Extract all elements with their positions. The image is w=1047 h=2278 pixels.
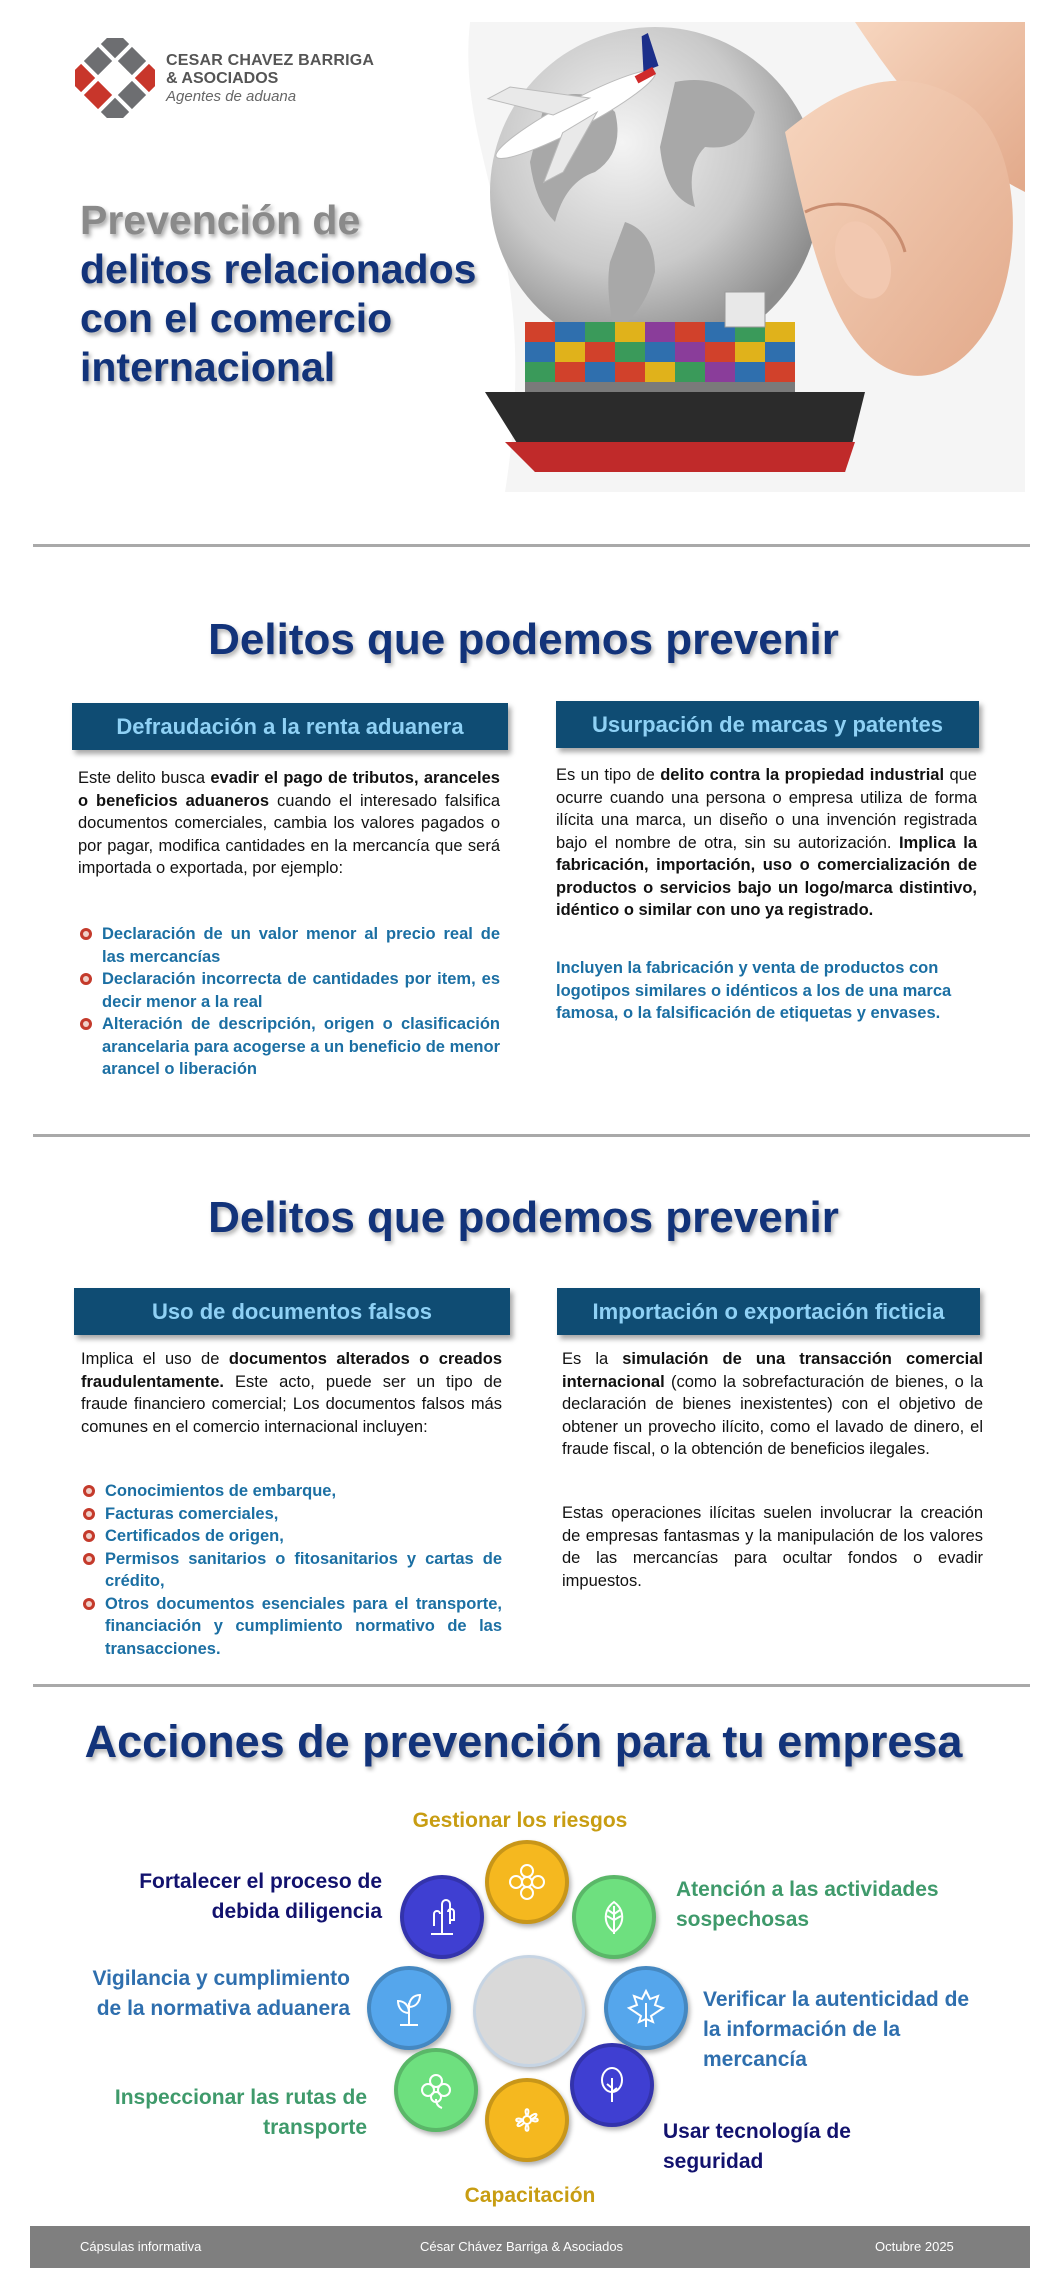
- cactus-icon: [421, 1896, 463, 1938]
- list-item: Alteración de descripción, origen o clasificación arancelaria para acogerse a un beneficio de menor arancel o liberación: [78, 1013, 500, 1081]
- company-logo: [75, 38, 155, 118]
- verify-circle: [604, 1966, 688, 2050]
- section2-title: Delitos que podemos prevenir: [208, 1193, 839, 1242]
- bullet-icon: [80, 1018, 92, 1030]
- list-item: Certificados de origen,: [81, 1525, 502, 1548]
- technology-circle: [570, 2043, 654, 2127]
- diligence-circle: [400, 1875, 484, 1959]
- divider: [33, 544, 1030, 547]
- importacion-paragraph: Es la simulación de una transacción comercial internacional (como la sobrefacturación de bienes, o la declaración de bienes inexistentes) con el objetivo de obtener un provecho ilícito, como el lavado de dinero, el fraude fiscal, o la obtención de beneficios ilegales.: [562, 1350, 983, 1458]
- surveillance-circle: [367, 1966, 451, 2050]
- list-item: Otros documentos esenciales para el transporte, financiación y cumplimiento normativo de las transacciones.: [81, 1593, 502, 1661]
- footer-right: Octubre 2025: [875, 2239, 954, 2254]
- firm-name-line2: & ASOCIADOS: [166, 70, 279, 87]
- list-item: Declaración incorrecta de cantidades por item, es decir menor a la real: [78, 968, 500, 1013]
- documentos-paragraph: Implica el uso de documentos alterados o creados fraudulentamente. Este acto, puede ser un tipo de fraude financiero comercial; Los documentos falsos más comunes en el comercio internacional incluyen:: [81, 1350, 502, 1436]
- hero-title-line3: con el comercio: [80, 295, 393, 341]
- footer: [30, 2226, 1030, 2268]
- list-item: Permisos sanitarios o fitosanitarios y cartas de crédito,: [81, 1548, 502, 1593]
- action-fortalecer: Fortalecer el proceso de debida diligencia: [139, 1870, 382, 1923]
- clover-icon: [415, 2069, 457, 2111]
- action-gestionar-riesgos: Gestionar los riesgos: [412, 1809, 628, 1832]
- list-item: Conocimientos de embarque,: [81, 1480, 502, 1503]
- documentos-list: [81, 1480, 502, 1660]
- maple-leaf-icon: [625, 1987, 667, 2029]
- hero-title-line1: Prevención de: [80, 197, 361, 243]
- hero-title: [80, 196, 500, 392]
- training-circle: [485, 2078, 569, 2162]
- leaf-icon: [593, 1896, 635, 1938]
- blossom-icon: [506, 2099, 548, 2141]
- plant-icon: [388, 1987, 430, 2029]
- center-circle: [473, 1955, 585, 2067]
- routes-circle: [394, 2048, 478, 2132]
- action-capacitacion: Capacitación: [464, 2184, 596, 2207]
- action-verificar: Verificar la autenticidad de la información de la mercancía: [703, 1988, 970, 2071]
- tree-icon: [591, 2064, 633, 2106]
- banner-importacion-ficticia: Importación o exportación ficticia: [557, 1288, 980, 1335]
- banner-defraudacion: Defraudación a la renta aduanera: [72, 703, 508, 750]
- banner-documentos-falsos: Uso de documentos falsos: [74, 1288, 510, 1335]
- bullet-icon: [80, 973, 92, 985]
- action-tecnologia: Usar tecnología de seguridad: [663, 2120, 851, 2173]
- defraudacion-paragraph: Este delito busca evadir el pago de tributos, aranceles o beneficios aduaneros cuando el interesado falsifica documentos comerciales, cambia los valores pagados o por pagar, modifica cantidades en la mercancía que será importada o exportada, por ejemplo:: [78, 769, 501, 877]
- flower-icon: [506, 1861, 548, 1903]
- list-item: Facturas comerciales,: [81, 1503, 502, 1526]
- banner-usurpacion: Usurpación de marcas y patentes: [556, 701, 979, 748]
- firm-tagline: Agentes de aduana: [166, 88, 297, 105]
- bullet-icon: [83, 1530, 95, 1542]
- risk-circle: [485, 1840, 569, 1924]
- firm-name-line1: CESAR CHAVEZ BARRIGA: [166, 52, 375, 69]
- suspicious-circle: [572, 1875, 656, 1959]
- action-vigilancia: Vigilancia y cumplimiento de la normativa aduanera: [92, 1967, 350, 2020]
- bullet-icon: [83, 1553, 95, 1565]
- action-inspeccionar: Inspeccionar las rutas de transporte: [114, 2086, 367, 2139]
- footer-left: Cápsulas informativa: [80, 2239, 202, 2254]
- bullet-icon: [83, 1485, 95, 1497]
- defraudacion-list: [78, 923, 500, 1081]
- hero-image-globe-ship-hand: [425, 22, 1025, 492]
- divider: [33, 1134, 1030, 1137]
- hero-title-line2: delitos relacionados: [80, 246, 477, 292]
- logo-text: [166, 52, 374, 106]
- list-item: Declaración de un valor menor al precio real de las mercancías: [78, 923, 500, 968]
- hero-title-line4: internacional: [80, 344, 336, 390]
- usurpacion-paragraph: Es un tipo de delito contra la propiedad industrial que ocurre cuando una persona o empresa utiliza de forma ilícita una marca, un diseño o una invención registrada bajo el nombre de otra, sin su autorización. Implica la fabricación, importación, uso o comercialización de productos o servicios bajo un logo/marca distintivo, idéntico o similar con uno ya registrado.: [556, 766, 977, 919]
- bullet-icon: [83, 1508, 95, 1520]
- action-atencion: Atención a las actividades sospechosas: [676, 1878, 939, 1931]
- divider: [33, 1684, 1030, 1687]
- bullet-icon: [83, 1598, 95, 1610]
- usurpacion-note: Incluyen la fabricación y venta de productos con logotipos similares o idénticos a los de una marca famosa, o la falsificación de etiquetas y envases.: [556, 959, 952, 1022]
- importacion-paragraph-2: Estas operaciones ilícitas suelen involucrar la creación de empresas fantasmas y la manipulación de los valores de las mercancías para ocultar fondos o evadir impuestos.: [562, 1504, 983, 1590]
- actions-title: Acciones de prevención para tu empresa: [84, 1716, 963, 1767]
- footer-center: César Chávez Barriga & Asociados: [420, 2239, 624, 2254]
- section1-title: Delitos que podemos prevenir: [208, 615, 839, 664]
- bullet-icon: [80, 928, 92, 940]
